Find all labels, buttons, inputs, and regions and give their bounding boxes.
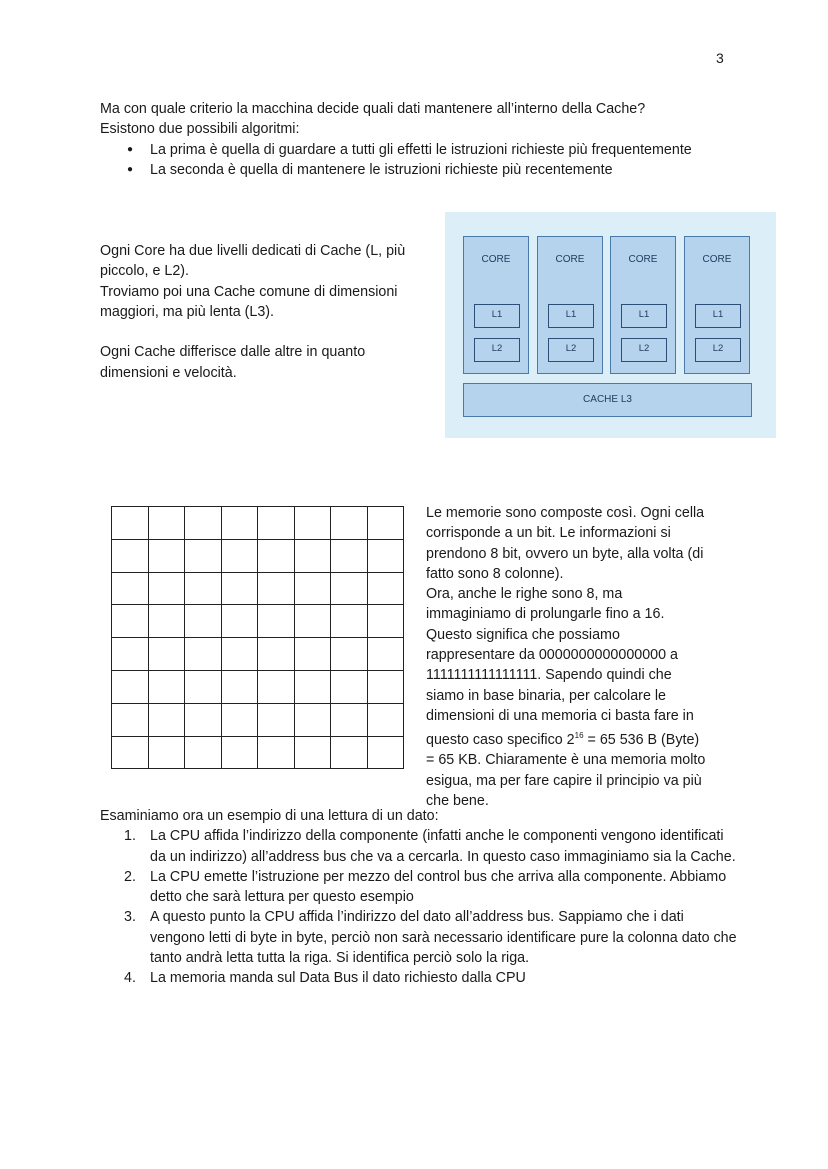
read-example-intro: Esaminiamo ora un esempio di una lettura di un dato: [100, 808, 439, 824]
grid-cell [148, 736, 185, 769]
core-box [463, 236, 529, 374]
grid-cell [367, 638, 404, 671]
grid-row [112, 703, 404, 736]
grid-cell [148, 638, 185, 671]
grid-cell [185, 638, 222, 671]
grid-cell [331, 670, 368, 703]
text-line: che bene. [426, 792, 489, 809]
formula-line [426, 726, 738, 750]
grid-cell [294, 605, 331, 638]
list-item: ● La prima è quella di guardare a tutti gli effetti le istruzioni richieste più frequentemente [100, 140, 740, 160]
core-label: CORE [702, 254, 732, 265]
grid-cell [185, 572, 222, 605]
text-line: Ora, anche le righe sono 8, ma [426, 586, 623, 603]
grid-cell [367, 703, 404, 736]
grid-row [112, 670, 404, 703]
grid-cell [294, 572, 331, 605]
step-number: 3. [124, 909, 136, 926]
grid-cell [294, 539, 331, 572]
text-line: piccolo, e L2). [100, 263, 190, 280]
intro-question: Ma con quale criterio la macchina decide quali dati mantenere all’interno della Cache? [100, 101, 646, 117]
read-steps-list [100, 826, 740, 988]
l1-cache-box: L1 [548, 304, 594, 328]
grid-cell [331, 572, 368, 605]
l1-cache-box: L1 [621, 304, 667, 328]
grid-cell [221, 670, 258, 703]
grid-cell [148, 605, 185, 638]
l2-cache-box: L2 [621, 338, 667, 362]
step-text: La memoria manda sul Data Bus il dato richiesto dalla CPU [150, 970, 526, 987]
text-line: maggiori, ma più lenta (L3). [100, 303, 275, 320]
grid-row [112, 572, 404, 605]
grid-cell [221, 638, 258, 671]
grid-cell [185, 507, 222, 540]
grid-cell [221, 539, 258, 572]
grid-cell [112, 670, 149, 703]
grid-cell [148, 539, 185, 572]
grid-cell [331, 605, 368, 638]
step-text: La CPU emette l’istruzione per mezzo del control bus che arriva alla componente. Abbiamo detto che sarà lettura per questo esempio [150, 868, 727, 906]
text-line: Ogni Cache differisce dalle altre in quanto [100, 344, 366, 361]
cache-description [100, 241, 435, 383]
step-text: A questo punto la CPU affida l’indirizzo del dato all’address bus. Sappiamo che i dati vengono letti di byte in byte, perciò non sarà necessario identificare pure la colonna dato che tanto andrà letta tutta la riga. Si identifica perciò solo la riga. [150, 909, 737, 967]
grid-cell [258, 605, 295, 638]
intro-section [100, 99, 740, 180]
grid-cell [185, 539, 222, 572]
grid-cell [258, 572, 295, 605]
memory-description [426, 503, 738, 811]
l1-cache-box: L1 [695, 304, 741, 328]
grid-cell [185, 670, 222, 703]
grid-cell [148, 507, 185, 540]
text-line: immaginiamo di prolungarle fino a 16. [426, 606, 665, 623]
grid-cell [148, 703, 185, 736]
grid-cell [112, 572, 149, 605]
grid-cell [294, 638, 331, 671]
core-label: CORE [555, 254, 585, 265]
list-item: ● La seconda è quella di mantenere le istruzioni richieste più recentemente [100, 160, 740, 180]
step-number: 2. [124, 868, 136, 885]
read-example-section [100, 806, 740, 989]
page-number: 3 [716, 50, 724, 66]
grid-cell [294, 507, 331, 540]
core-box [537, 236, 603, 374]
grid-cell [367, 572, 404, 605]
text-line: Troviamo poi una Cache comune di dimensioni [100, 283, 398, 300]
step-number: 1. [124, 828, 136, 845]
text-line: siamo in base binaria, per calcolare le [426, 687, 666, 704]
formula-exponent: 16 [574, 731, 584, 741]
grid-cell [221, 605, 258, 638]
core-box [610, 236, 676, 374]
grid-row [112, 507, 404, 540]
grid-cell [331, 507, 368, 540]
text-line: Questo significa che possiamo [426, 626, 620, 643]
grid-cell [258, 507, 295, 540]
formula-prefix: questo caso specifico 2 [426, 732, 575, 749]
grid-cell [112, 638, 149, 671]
memory-grid [111, 506, 404, 769]
grid-cell [185, 605, 222, 638]
grid-cell [185, 736, 222, 769]
text-line: dimensioni e velocità. [100, 364, 237, 381]
text-line: = 65 KB. Chiaramente è una memoria molto [426, 752, 706, 769]
core-label: CORE [481, 254, 511, 265]
text-line: prendono 8 bit, ovvero un byte, alla volta (di [426, 545, 704, 562]
core-box [684, 236, 750, 374]
list-item [100, 867, 740, 908]
step-number: 4. [124, 970, 136, 987]
text-line: corrisponde a un bit. Le informazioni si [426, 525, 671, 542]
core-label: CORE [628, 254, 658, 265]
text-line: 1111111111111111. Sapendo quindi che [426, 667, 672, 684]
grid-cell [367, 539, 404, 572]
grid-row [112, 638, 404, 671]
list-item [100, 826, 740, 867]
grid-cell [148, 670, 185, 703]
grid-cell [221, 572, 258, 605]
grid-cell [367, 736, 404, 769]
grid-row [112, 736, 404, 769]
grid-cell [331, 539, 368, 572]
grid-cell [258, 539, 295, 572]
grid-cell [258, 638, 295, 671]
grid-row [112, 605, 404, 638]
algorithm-list [100, 140, 740, 181]
text-line: Ogni Core ha due livelli dedicati di Cache (L, più [100, 243, 406, 259]
grid-cell [221, 703, 258, 736]
grid-cell [331, 736, 368, 769]
l2-cache-box: L2 [695, 338, 741, 362]
grid-cell [258, 736, 295, 769]
grid-cell [367, 670, 404, 703]
text-line: dimensioni di una memoria ci basta fare in [426, 707, 694, 724]
grid-row [112, 539, 404, 572]
grid-cell [112, 605, 149, 638]
list-item [100, 968, 740, 988]
grid-cell [331, 703, 368, 736]
cache-hierarchy-diagram [445, 212, 776, 438]
l2-cache-box: L2 [474, 338, 520, 362]
formula-suffix: = 65 536 B (Byte) [583, 732, 700, 749]
grid-cell [112, 736, 149, 769]
grid-cell [258, 670, 295, 703]
grid-cell [185, 703, 222, 736]
grid-cell [367, 605, 404, 638]
grid-cell [221, 507, 258, 540]
l1-cache-box: L1 [474, 304, 520, 328]
grid-cell [367, 507, 404, 540]
text-line: Le memorie sono composte così. Ogni cella [426, 505, 705, 521]
step-text: La CPU affida l’indirizzo della componente (infatti anche le componenti vengono identificati da un indirizzo) all’address bus che va a cercarla. In questo caso immaginiamo sia la Cache. [150, 828, 736, 865]
grid-cell [294, 736, 331, 769]
grid-cell [294, 670, 331, 703]
l3-cache-box: CACHE L3 [463, 383, 752, 417]
intro-algorithms: Esistono due possibili algoritmi: [100, 121, 300, 138]
grid-cell [112, 507, 149, 540]
list-item [100, 907, 740, 968]
grid-cell [112, 703, 149, 736]
grid-cell [294, 703, 331, 736]
grid-cell [148, 572, 185, 605]
text-line: esigua, ma per fare capire il principio va più [426, 772, 702, 789]
grid-cell [258, 703, 295, 736]
text-line: fatto sono 8 colonne). [426, 565, 564, 582]
grid-cell [331, 638, 368, 671]
grid-cell [221, 736, 258, 769]
l2-cache-box: L2 [548, 338, 594, 362]
grid-cell [112, 539, 149, 572]
text-line: rappresentare da 0000000000000000 a [426, 647, 679, 664]
